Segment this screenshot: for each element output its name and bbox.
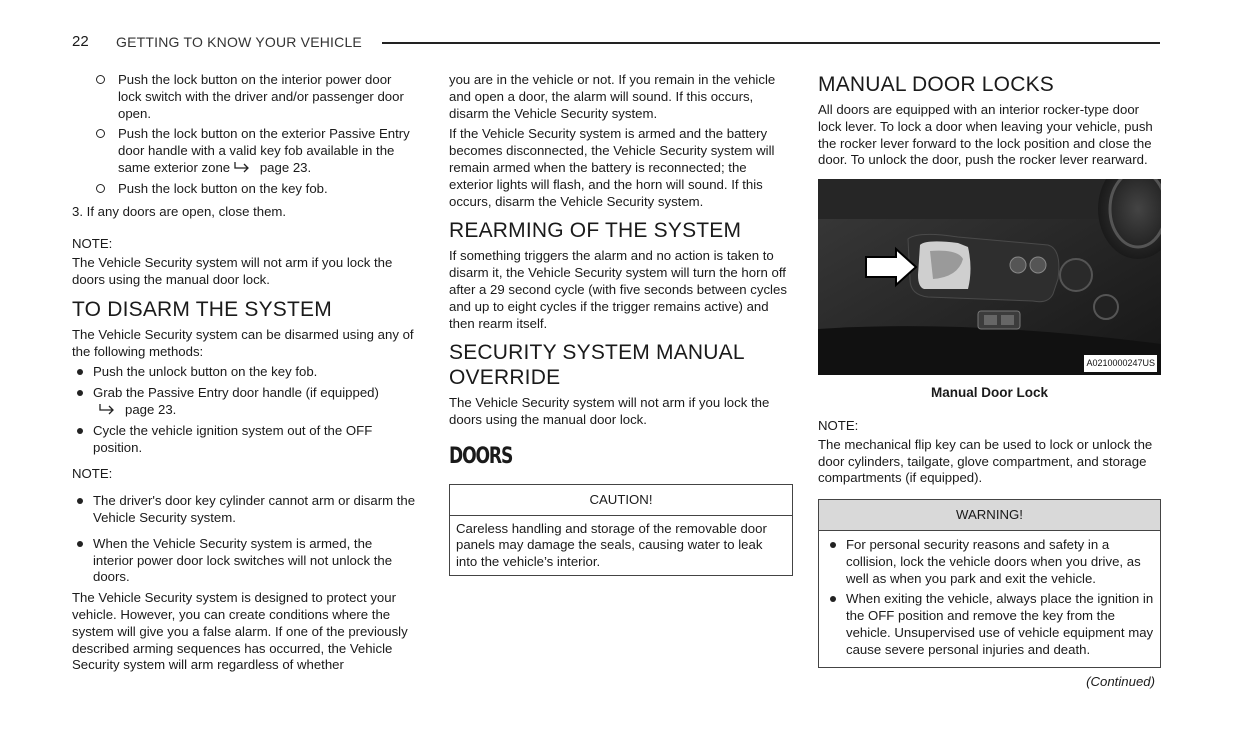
warning-box <box>818 499 1161 667</box>
list-item: Grab the Passive Entry door handle (if equipped) page 23. <box>93 385 416 419</box>
caution-title: CAUTION! <box>450 485 792 516</box>
section-heading-manual-locks: MANUAL DOOR LOCKS <box>818 73 1054 96</box>
rearm-paragraph: If something triggers the alarm and no action is taken to disarm it, the Vehicle Security system will turn the horn off after a 29 second cycle (with five seconds between cycles and up to eight cycles if the trigger remains active) and then rearm itself. <box>449 248 787 331</box>
manual-locks-paragraph: All doors are equipped with an interior rocker-type door lock lever. To lock a door when leaving your vehicle, push the rocker lever forward to the lock position and close the door. To unlock the door, push the rocker lever rearward. <box>818 102 1153 168</box>
page-reference-arrow-icon <box>234 161 254 173</box>
continued-paragraph: you are in the vehicle or not. If you remain in the vehicle and open a door, the alarm will sound. If this occurs, disarm the Vehicle Security system. <box>449 72 776 121</box>
note-label: NOTE: <box>818 417 859 433</box>
chapter-heading-doors: DOORS <box>449 443 513 469</box>
continued-label: (Continued) <box>1086 673 1155 689</box>
note-label: NOTE: <box>72 466 113 482</box>
section-heading-override: SECURITY SYSTEM MANUAL OVERRIDE <box>449 341 744 390</box>
override-paragraph: The Vehicle Security system will not arm if you lock the doors using the manual door lock. <box>449 395 770 428</box>
section-title: GETTING TO KNOW YOUR VEHICLE <box>116 34 362 50</box>
note-text: The mechanical flip key can be used to lock or unlock the door cylinders, tailgate, glove compartment, and storage compartments (if equipped). <box>818 436 1153 486</box>
list-item: Push the lock button on the key fob. <box>118 181 416 198</box>
warning-body <box>819 531 1160 667</box>
disarm-methods-list <box>72 364 416 456</box>
battery-paragraph: If the Vehicle Security system is armed and the battery becomes disconnected, the Vehicle Security system will remain armed when the battery is reconnected; the exterior lights will flash, and the horn will sound. If this occurs, disarm the Vehicle Security system. <box>449 126 775 209</box>
note-text: The Vehicle Security system will not arm if you lock the doors using the manual door lock. <box>72 255 393 287</box>
page-number: 22 <box>72 33 89 50</box>
false-alarm-paragraph: The Vehicle Security system is designed to protect your vehicle. However, you can create conditions where the system will give you a false alarm. If one of the previously described arming sequences has occurred, the Vehicle Security system will arm regardless of whether <box>72 590 408 673</box>
list-item: Cycle the vehicle ignition system out of the OFF position. <box>93 423 416 457</box>
list-item: Push the unlock button on the key fob. <box>93 364 416 381</box>
warning-list <box>825 537 1154 659</box>
list-item: For personal security reasons and safety in a collision, lock the vehicle doors when you drive, as well as when you park and exit the vehicle. <box>846 537 1154 587</box>
lock-methods-list <box>72 72 416 198</box>
step-3: 3. If any doors are open, close them. <box>72 203 287 219</box>
page-ref-link[interactable]: page 23. <box>259 159 312 175</box>
page-header <box>72 33 1160 53</box>
caution-box <box>449 484 793 576</box>
warning-title: WARNING! <box>819 500 1160 531</box>
list-item: Push the lock button on the exterior Passive Entry door handle with a valid key fob available in the same exterior zone page 23. <box>118 126 416 176</box>
section-heading-disarm: TO DISARM THE SYSTEM <box>72 297 332 321</box>
section-heading-rearming: REARMING OF THE SYSTEM <box>449 219 742 243</box>
column-right <box>818 72 1161 690</box>
note-label: NOTE: <box>72 236 113 252</box>
note-list <box>72 493 416 586</box>
page-reference-arrow-icon <box>99 403 119 415</box>
figure-caption: Manual Door Lock <box>930 385 1048 401</box>
column-left <box>72 72 416 678</box>
list-item: Push the lock button on the interior power door lock switch with the driver and/or passenger door open. <box>118 72 416 122</box>
list-item: When exiting the vehicle, always place the ignition in the OFF position and remove the key from the vehicle. Unsupervised use of vehicle equipment may cause severe personal injuries and death. <box>846 591 1154 657</box>
door-lock-illustration <box>818 179 1161 375</box>
door-lock-photo <box>818 179 1161 375</box>
header-rule <box>382 42 1160 44</box>
column-middle <box>449 72 793 576</box>
figure-id: A0210000247US <box>1084 355 1157 372</box>
disarm-intro: The Vehicle Security system can be disarmed using any of the following methods: <box>72 326 414 359</box>
list-item: The driver's door key cylinder cannot arm or disarm the Vehicle Security system. <box>93 493 416 525</box>
caution-text: Careless handling and storage of the removable door panels may damage the seals, causing water to leak into the vehicle’s interior. <box>456 520 767 570</box>
list-item: When the Vehicle Security system is armed, the interior power door lock switches will not unlock the doors. <box>93 536 416 586</box>
page-ref-link[interactable]: page 23. <box>125 401 177 417</box>
